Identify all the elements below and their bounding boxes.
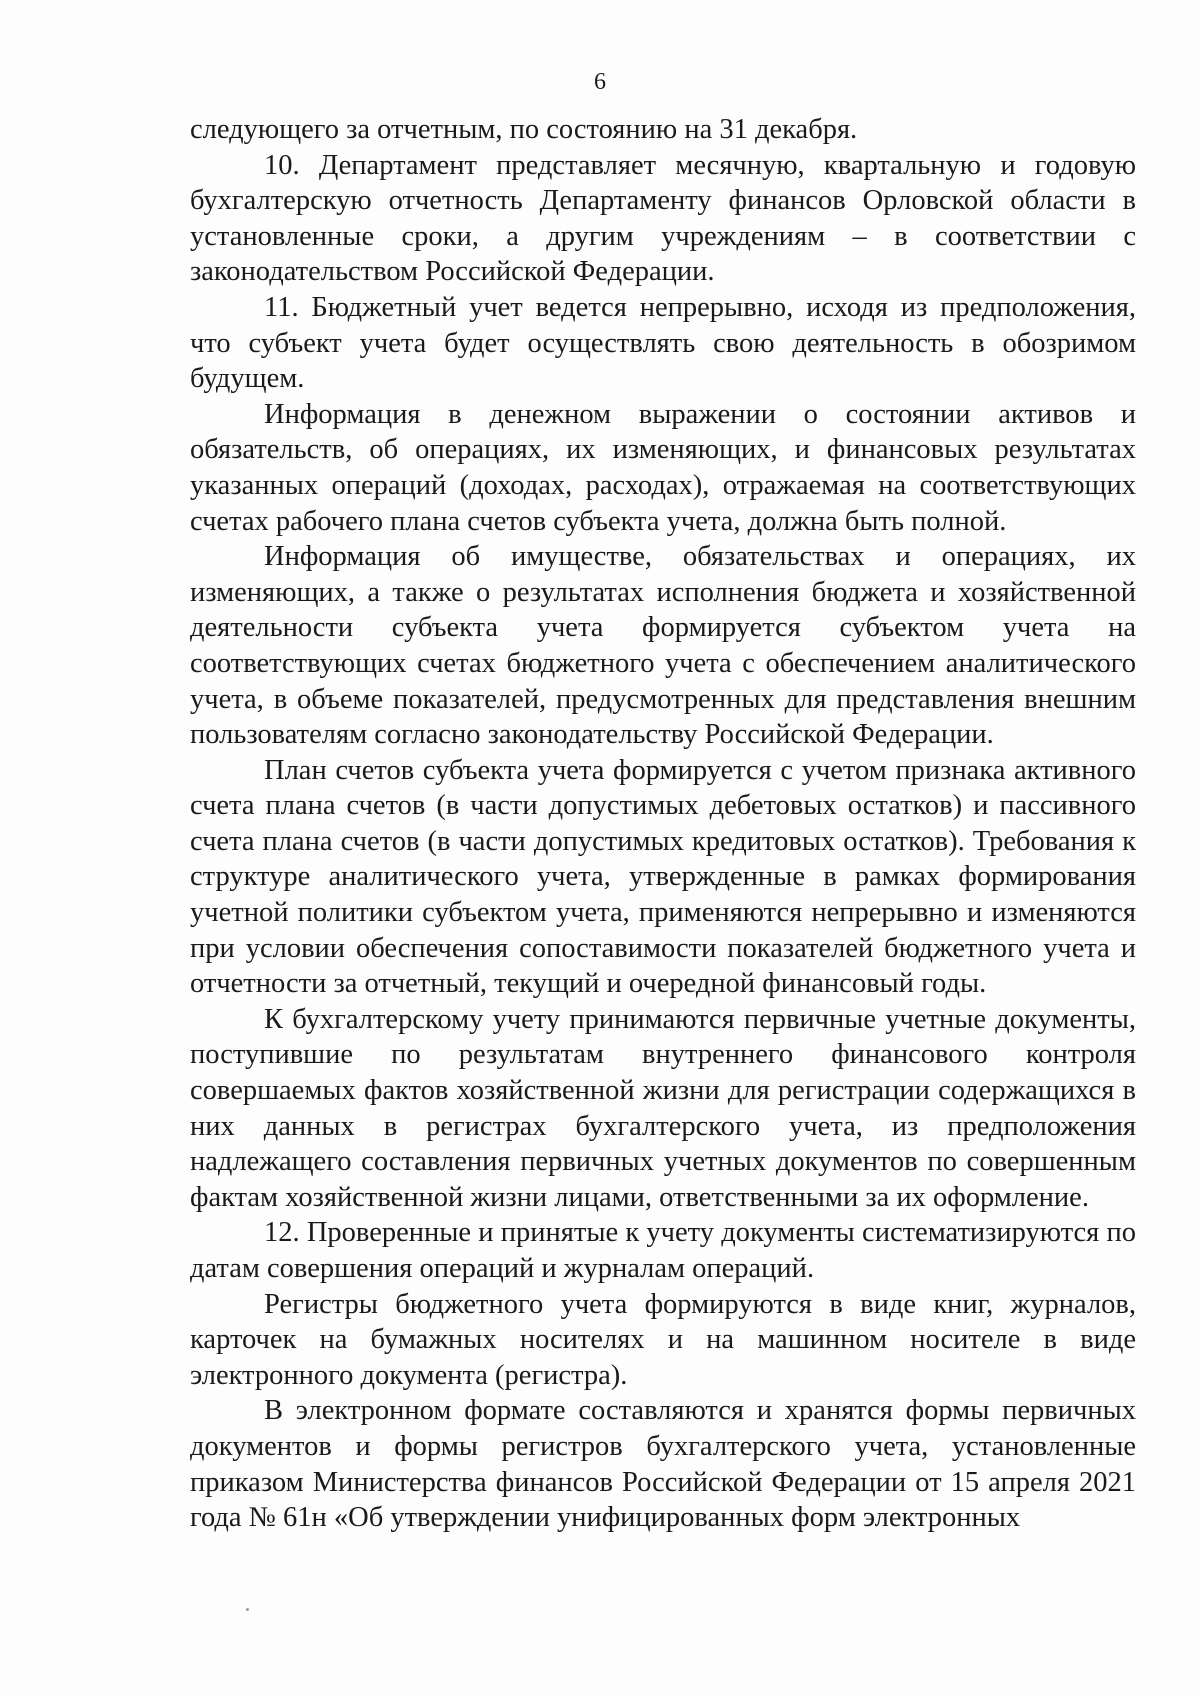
document-body [190, 112, 1136, 1536]
paragraph: План счетов субъекта учета формируется с учетом признака активного счета плана счетов (в части допустимых дебетовых остатков) и пассивного счета плана счетов (в части допустимых кредитовых остатков). Требования к структуре аналитического учета, утвержденные в рамках формирования учетной политики субъектом учета, применяются непрерывно и изменяются при условии обеспечения сопоставимости показателей бюджетного учета и отчетности за отчетный, текущий и очередной финансовый годы. [190, 754, 1136, 1000]
paragraph: Регистры бюджетного учета формируются в виде книг, журналов, карточек на бумажных носителях и на машинном носителе в виде электронного документа (регистра). [190, 1288, 1136, 1391]
paragraph: Информация об имуществе, обязательствах и операциях, их изменяющих, а также о результатах исполнения бюджета и хозяйственной деятельности субъекта учета формируется субъектом учета на соответствующих счетах бюджетного учета с обеспечением аналитического учета, в объеме показателей, предусмотренных для представления внешним пользователям согласно законодательству Российской Федерации. [190, 541, 1136, 751]
paragraph: 12. Проверенные и принятые к учету документы систематизируются по датам совершения операций и журналам операций. [190, 1217, 1136, 1284]
paragraph: К бухгалтерскому учету принимаются первичные учетные документы, поступившие по результатам внутреннего финансового контроля совершаемых фактов хозяйственной жизни для регистрации содержащихся в них данных в регистрах бухгалтерского учета, из предположения надлежащего составления первичных учетных документов по совершенным фактам хозяйственной жизни лицами, ответственными за их оформление. [190, 1003, 1136, 1213]
page-number: 6 [594, 69, 606, 95]
paragraph: Информация в денежном выражении о состоянии активов и обязательств, об операциях, их изменяющих, и финансовых результатах указанных операций (доходах, расходах), отражаемая на соответствующих счетах рабочего плана счетов субъекта учета, должна быть полной. [190, 398, 1136, 537]
paragraph: 11. Бюджетный учет ведется непрерывно, исходя из предположения, что субъект учета будет осуществлять свою деятельность в обозримом будущем. [190, 291, 1136, 395]
paragraph: 10. Департамент представляет месячную, квартальную и годовую бухгалтерскую отчетность Департаменту финансов Орловской области в установленные сроки, а другим учреждениям – в соответствии с законодательством Российской Федерации. [190, 149, 1136, 288]
scan-speck [246, 1608, 249, 1611]
paragraph: следующего за отчетным, по состоянию на 31 декабря. [190, 114, 858, 145]
paragraph: В электронном формате составляются и хранятся формы первичных документов и формы регистров бухгалтерского учета, установленные приказом Министерства финансов Российской Федерации от 15 апреля 2021 года № 61н «Об утверждении унифицированных форм электронных [190, 1395, 1136, 1534]
